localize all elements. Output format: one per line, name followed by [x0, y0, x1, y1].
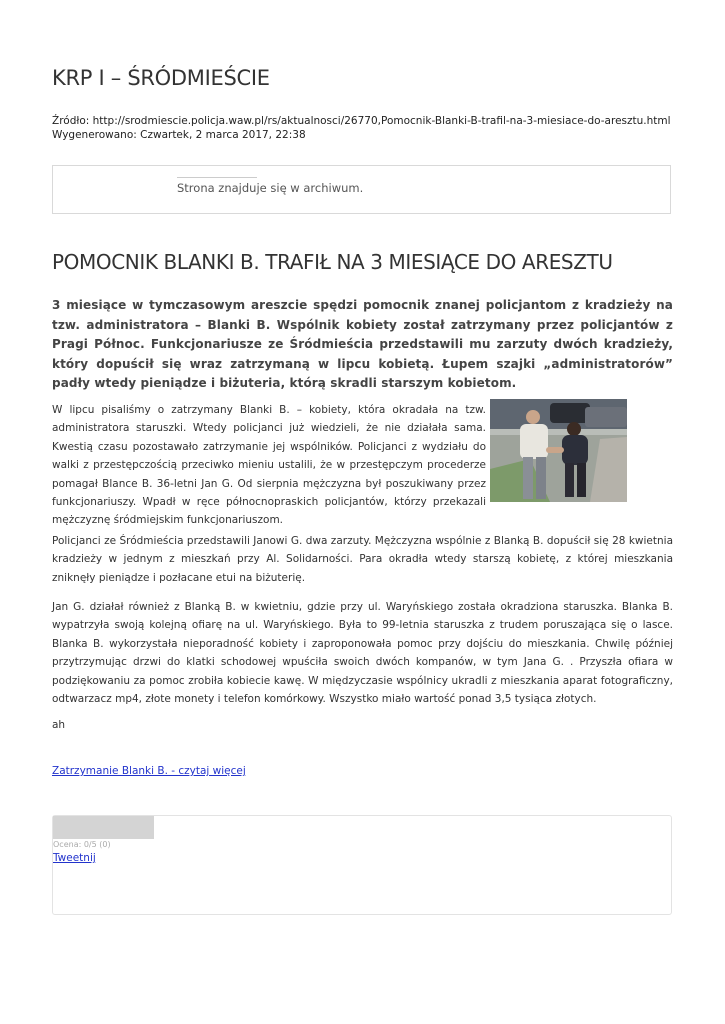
- rating-stars-bar[interactable]: [53, 816, 154, 839]
- source-line: Źródło: http://srodmiescie.policja.waw.pl/rs/aktualnosci/26770,Pomocnik-Blanki-B-trafil-na-3-miesiace-do-aresztu.html: [52, 115, 671, 127]
- photo-illustration: [490, 399, 627, 502]
- article-paragraph: Policjanci ze Śródmieścia przedstawili Janowi G. dwa zarzuty. Mężczyzna wspólnie z Blanką B. dopuścił się 28 kwietnia kradzieży w jednym z mieszkań przy Al. Solidarności. Para okradła wtedy starszą kobietę, z której mieszkania zniknęły pieniądze i pozłacane etui na biżuterię.: [52, 535, 673, 584]
- read-more-link[interactable]: Zatrzymanie Blanki B. - czytaj więcej: [52, 765, 246, 777]
- article-title: POMOCNIK BLANKI B. TRAFIŁ NA 3 MIESIĄCE DO ARESZTU: [52, 250, 613, 274]
- document-meta: [52, 114, 671, 142]
- site-title: KRP I – ŚRÓDMIEŚCIE: [52, 66, 270, 90]
- rating-label: Ocena: 0/5 (0): [53, 840, 111, 849]
- generated-line: Wygenerowano: Czwartek, 2 marca 2017, 22:38: [52, 129, 306, 141]
- archive-divider: [177, 177, 257, 178]
- rating-box: [52, 815, 672, 915]
- article-signature: ah: [52, 719, 66, 731]
- article-lead: 3 miesiące w tymczasowym areszcie spędzi pomocnik znanej policjantom z kradzieży na tzw. administratora – Blanki B. Wspólnik kobiety został zatrzymany przez policjantów z Pragi Północ. Funkcjonariusze ze Śródmieścia przedstawili mu zarzuty dwóch kradzieży, który dopuścił się wraz zatrzymaną w lipcu kobietą. Łupem szajki „administratorów” padły wtedy pieniądze i biżuteria, którą skradli starszym kobietom.: [52, 298, 673, 390]
- archive-notice-box: [52, 165, 671, 214]
- article-photo: [490, 399, 627, 502]
- archive-notice: Strona znajduje się w archiwum.: [177, 181, 364, 195]
- tweet-link[interactable]: Tweetnij: [53, 852, 96, 864]
- article-paragraph: Jan G. działał również z Blanką B. w kwietniu, gdzie przy ul. Waryńskiego została okradziona staruszka. Blanka B. wypatrzyła swoją kolejną ofiarę na ul. Waryńskiego. Była to 99-letnia staruszka z trudem poruszająca się o lasce. Blanka B. wykorzystała nieporadność kobiety i zaproponowała pomoc przy dojściu do mieszkania. Chwilę później przytrzymując drzwi do klatki schodowej wpuściła swoich dwóch kompanów, w tym Jana G. . Przyszła ofiara w podziękowaniu za pomoc zrobiła kobiecie kawę. W międzyczasie wspólnicy ukradli z mieszkania aparat fotograficzny, odtwarzacz mp4, złote monety i telefon komórkowy. Wszystko miało wartość ponad 3,5 tysiąca złotych.: [52, 601, 673, 706]
- article-paragraph: W lipcu pisaliśmy o zatrzymany Blanki B. – kobiety, która okradała na tzw. administratora staruszki. Wtedy policjanci już wiedzieli, że nie działała sama. Kwestią czasu pozostawało zatrzymanie jej wspólników. Policjanci z wydziału do walki z przestępczością przeciwko mieniu ustalili, że w przestępczym procederze pomagał Blance B. 36-letni Jan G. Od sierpnia mężczyzna był poszukiwany przez funkcjonariuszy. Wpadł w ręce północnopraskich policjantów, którzy przekazali mężczyznę śródmiejskim funkcjonariuszom.: [52, 404, 486, 527]
